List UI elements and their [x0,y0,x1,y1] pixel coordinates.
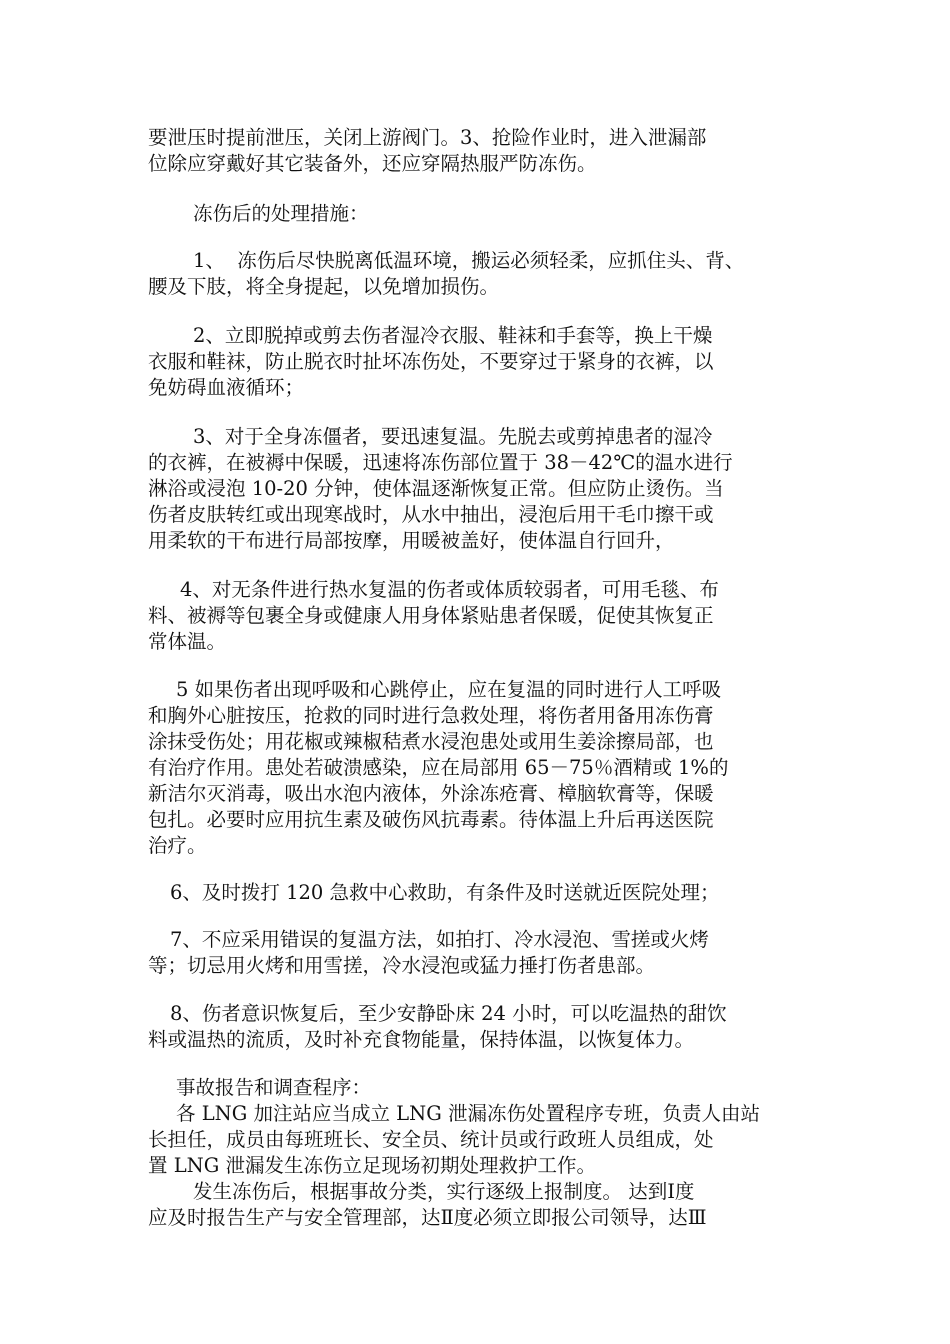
paragraph-line: 6、及时拨打 120 急救中心救助，有条件及时送就近医院处理； [170,881,720,904]
paragraph-line: 的衣裤，在被褥中保暖，迅速将冻伤部位置于 38－42℃的温水进行 [148,451,733,474]
paragraph-line: 料或温热的流质，及时补充食物能量，保持体温，以恢复体力。 [148,1028,695,1051]
paragraph-line: 衣服和鞋袜，防止脱衣时扯坏冻伤处，不要穿过于紧身的衣裤，以 [148,350,714,373]
paragraph-line: 和胸外心脏按压，抢救的同时进行急救处理，将伤者用备用冻伤膏 [148,704,714,727]
paragraph-line: 有治疗作用。患处若破溃感染，应在局部用 65－75％酒精或 1%的 [148,756,729,779]
paragraph-line: 涂抹受伤处；用花椒或辣椒秸煮水浸泡患处或用生姜涂擦局部，也 [148,730,714,753]
paragraph-line: 包扎。必要时应用抗生素及破伤风抗毒素。待体温上升后再送医院 [148,808,714,831]
paragraph-line: 新洁尔灭消毒，吸出水泡内液体，外涂冻疮膏、樟脑软膏等，保暖 [148,782,714,805]
paragraph-line: 免妨碍血液循环； [148,376,305,399]
paragraph-line: 伤者皮肤转红或出现寒战时，从水中抽出，浸泡后用干毛巾擦干或 [148,503,714,526]
paragraph-line: 各 LNG 加注站应当成立 LNG 泄漏冻伤处置程序专班，负责人由站 [176,1102,760,1125]
paragraph-line: 1、 冻伤后尽快脱离低温环境，搬运必须轻柔，应抓住头、背、 [193,249,745,272]
paragraph-line: 8、伤者意识恢复后，至少安静卧床 24 小时，可以吃温热的甜饮 [170,1002,727,1025]
paragraph-line: 长担任，成员由每班班长、安全员、统计员或行政班人员组成，处 [148,1128,714,1151]
paragraph-line: 治疗。 [148,834,207,857]
paragraph-line: 应及时报告生产与安全管理部，达Ⅱ度必须立即报公司领导，达Ⅲ [148,1206,707,1229]
paragraph-line: 4、对无条件进行热水复温的伤者或体质较弱者，可用毛毯、布 [180,578,719,601]
paragraph-line: 等；切忌用火烤和用雪搓，冷水浸泡或猛力捶打伤者患部。 [148,954,656,977]
section-heading: 事故报告和调查程序： [176,1076,372,1099]
paragraph-line: 5 如果伤者出现呼吸和心跳停止，应在复温的同时进行人工呼吸 [176,678,722,701]
paragraph-line: 3、对于全身冻僵者，要迅速复温。先脱去或剪掉患者的湿冷 [193,425,713,448]
paragraph-line: 腰及下肢，将全身提起，以免增加损伤。 [148,275,500,298]
paragraph-line: 常体温。 [148,630,227,653]
paragraph-line: 淋浴或浸泡 10-20 分钟，使体温逐渐恢复正常。但应防止烫伤。当 [148,477,724,500]
section-heading: 冻伤后的处理措施： [193,202,369,225]
paragraph-line: 发生冻伤后，根据事故分类，实行逐级上报制度。 达到Ⅰ度 [193,1180,695,1203]
paragraph-line: 位除应穿戴好其它装备外，还应穿隔热服严防冻伤。 [148,152,597,175]
paragraph-line: 2、立即脱掉或剪去伤者湿冷衣服、鞋袜和手套等，换上干燥 [193,324,713,347]
paragraph-line: 要泄压时提前泄压，关闭上游阀门。3、抢险作业时，进入泄漏部 [148,126,707,149]
paragraph-line: 用柔软的干布进行局部按摩，用暖被盖好，使体温自行回升， [148,529,675,552]
paragraph-line: 料、被褥等包裹全身或健康人用身体紧贴患者保暖，促使其恢复正 [148,604,714,627]
paragraph-line: 7、不应采用错误的复温方法，如拍打、冷水浸泡、雪搓或火烤 [170,928,709,951]
paragraph-line: 置 LNG 泄漏发生冻伤立足现场初期处理救护工作。 [148,1154,596,1177]
